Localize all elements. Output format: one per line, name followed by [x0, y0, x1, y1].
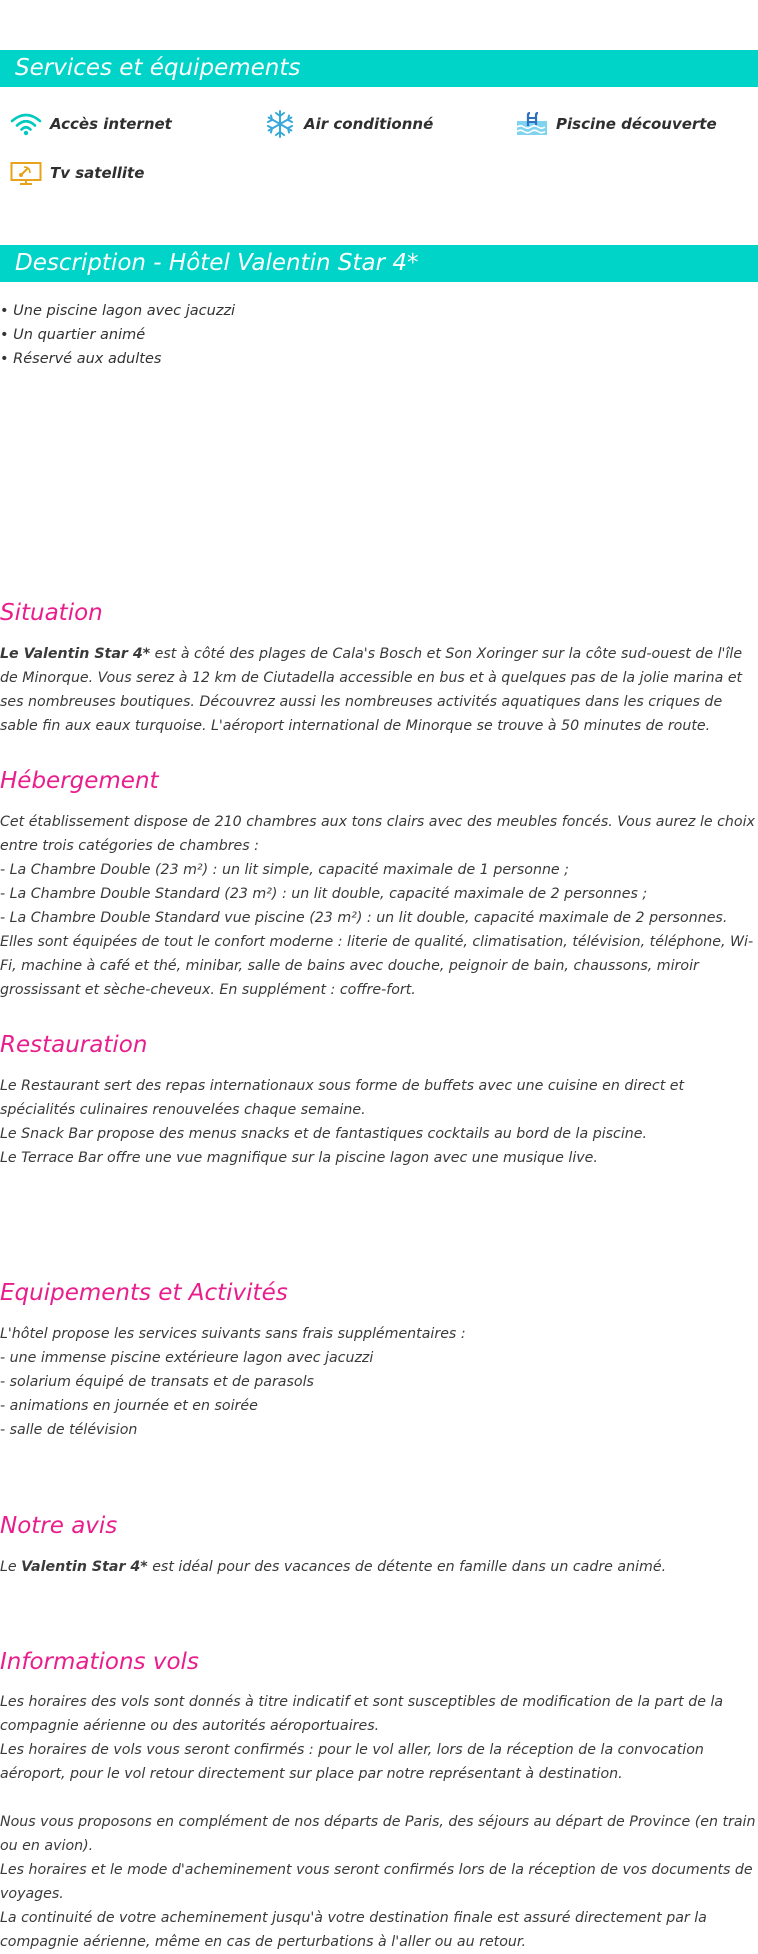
paragraph-line: Elles sont équipées de tout le confort moderne : literie de qualité, climatisation, télévision, téléphone, Wi-Fi, machine à café et thé, minibar, salle de bains avec douche, peignoir de bain, chaussons, miroir grossissant et sèche-cheveux. En supplément : coffre-fort. — [0, 934, 754, 998]
situation-text — [0, 642, 758, 738]
description-title: Description - Hôtel Valentin Star 4* — [15, 250, 419, 276]
equipements-heading: Equipements et Activités — [0, 1280, 288, 1306]
paragraph-line: Nous vous proposons en complément de nos départs de Paris, des séjours au départ de Province (en train ou en avion). — [0, 1814, 756, 1854]
bullet-item: • Une piscine lagon avec jacuzzi — [0, 303, 236, 319]
service-label: Piscine découverte — [556, 115, 717, 133]
situation-body: est à côté des plages de Cala's Bosch et Son Xoringer sur la côte sud-ouest de l'île de Minorque. Vous serez à 12 km de Ciutadella accessible en bus et à quelques pas de la jolie marina et ses nombreuses boutiques. Découvrez aussi les nombreuses activités aquatiques dans les criques de sable fin aux eaux turquoise. L'aéroport international de Minorque se trouve à 50 minutes de route. — [0, 646, 743, 734]
avis-heading: Notre avis — [0, 1513, 118, 1539]
spacer — [0, 1786, 756, 1810]
situation-heading: Situation — [0, 600, 103, 626]
services-title: Services et équipements — [15, 55, 301, 81]
restauration-text — [0, 1074, 758, 1170]
description-bullets — [0, 299, 235, 371]
pool-icon — [516, 112, 548, 136]
bullet-item: • Réservé aux adultes — [0, 351, 162, 367]
equipements-text — [0, 1322, 758, 1442]
paragraph-line: - solarium équipé de transats et de parasols — [0, 1374, 314, 1390]
vols-heading: Informations vols — [0, 1649, 199, 1675]
paragraph-line: Le Terrace Bar offre une vue magnifique sur la piscine lagon avec une musique live. — [0, 1150, 598, 1166]
paragraph-line: Le Snack Bar propose des menus snacks et de fantastiques cocktails au bord de la piscine. — [0, 1126, 648, 1142]
paragraph-line: - La Chambre Double (23 m²) : un lit simple, capacité maximale de 1 personne ; — [0, 862, 569, 878]
description-banner — [0, 245, 758, 282]
paragraph-line: - une immense piscine extérieure lagon avec jacuzzi — [0, 1350, 374, 1366]
paragraph-line: - salle de télévision — [0, 1422, 138, 1438]
services-banner — [0, 50, 758, 87]
paragraph-line: Les horaires et le mode d'acheminement vous seront confirmés lors de la réception de vos documents de voyages. — [0, 1862, 753, 1902]
tv-icon — [10, 161, 42, 185]
restauration-heading: Restauration — [0, 1032, 148, 1058]
paragraph-line: Les horaires des vols sont donnés à titre indicatif et sont susceptibles de modification de la part de la compagnie aérienne ou des autorités aéroportuaires. — [0, 1694, 724, 1734]
service-label: Accès internet — [50, 115, 172, 133]
hebergement-text — [0, 810, 758, 1002]
paragraph-line: L'hôtel propose les services suivants sans frais supplémentaires : — [0, 1326, 466, 1342]
avis-text — [0, 1555, 758, 1579]
hotel-name: Valentin Star 4* — [21, 1559, 148, 1575]
hebergement-heading: Hébergement — [0, 768, 159, 794]
paragraph-line: La continuité de votre acheminement jusqu'à votre destination finale est assuré directement par la compagnie aérienne, même en cas de perturbations à l'aller ou au retour. — [0, 1910, 707, 1950]
paragraph-line: Cet établissement dispose de 210 chambres aux tons clairs avec des meubles foncés. Vous aurez le choix entre trois catégories de chambres : — [0, 814, 755, 854]
paragraph-line: - La Chambre Double Standard (23 m²) : un lit double, capacité maximale de 2 personnes ; — [0, 886, 648, 902]
service-label: Air conditionné — [304, 115, 434, 133]
paragraph-line: Le Restaurant sert des repas internationaux sous forme de buffets avec une cuisine en direct et spécialités culinaires renouvelées chaque semaine. — [0, 1078, 685, 1118]
avis-body: est idéal pour des vacances de détente en famille dans un cadre animé. — [147, 1559, 667, 1575]
wifi-icon — [10, 112, 42, 136]
paragraph-line: Les horaires de vols vous seront confirmés : pour le vol aller, lors de la réception de la convocation aéroport, pour le vol retour directement sur place par notre représentant à destination. — [0, 1742, 704, 1782]
bullet-item: • Un quartier animé — [0, 327, 146, 343]
vols-text — [0, 1690, 758, 1954]
service-label: Tv satellite — [50, 164, 145, 182]
snowflake-icon — [264, 112, 296, 136]
paragraph-line: - La Chambre Double Standard vue piscine (23 m²) : un lit double, capacité maximale de 2 personnes. — [0, 910, 728, 926]
hotel-name: Le Valentin Star 4* — [0, 646, 151, 662]
avis-prefix: Le — [0, 1559, 22, 1575]
paragraph-line: - animations en journée et en soirée — [0, 1398, 258, 1414]
